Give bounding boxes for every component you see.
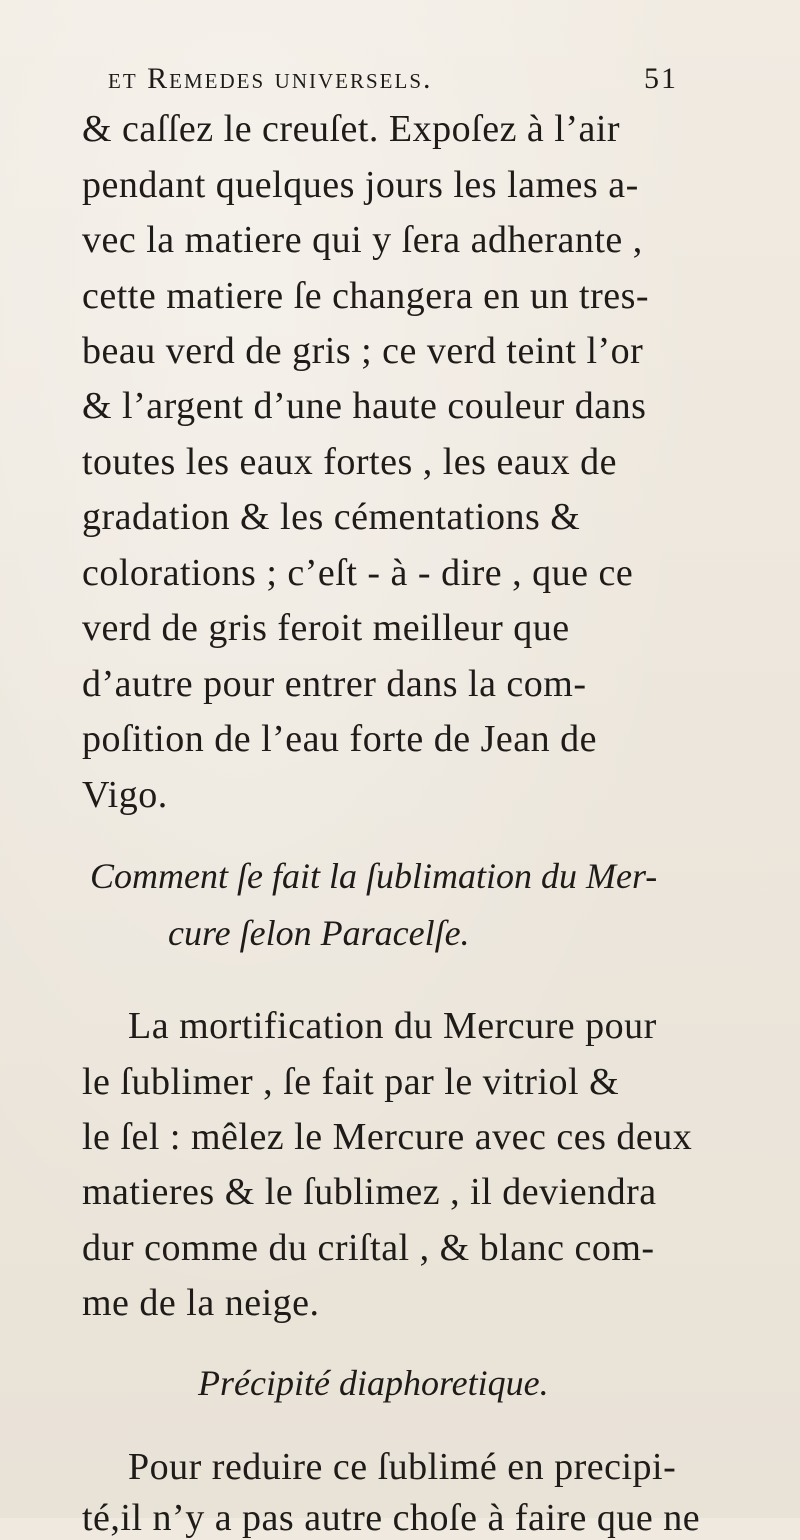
text-line: poſition de l’eau forte de Jean de	[82, 718, 598, 760]
text-line: toutes les eaux fortes , les eaux de	[82, 441, 618, 483]
section-heading: cure ſelon Paracelſe.	[168, 913, 470, 953]
text-line: le ſel : mêlez le Mercure avec ces deux	[82, 1116, 693, 1158]
text-line: le ſublimer , ſe fait par le vitriol &	[82, 1061, 620, 1103]
text-line: matieres & le ſublimez , il deviendra	[82, 1171, 657, 1213]
text-line: pendant quelques jours les lames a-	[82, 164, 639, 206]
text-line: Vigo.	[82, 774, 168, 816]
text-line: vec la matiere qui y ſera adherante ,	[82, 219, 643, 261]
text-line: gradation & les cémentations &	[82, 496, 581, 538]
text-line: Pour reduire ce ſublimé en precipi-	[128, 1446, 677, 1488]
text-line: té,il n’y a pas autre choſe à faire que ne	[82, 1497, 701, 1539]
text-line: dur comme du criſtal , & blanc com-	[82, 1227, 655, 1269]
text-line: d’autre pour entrer dans la com-	[82, 663, 587, 705]
page-header	[108, 62, 678, 102]
section-heading: Comment ſe fait la ſublimation du Mer-	[90, 856, 658, 896]
text-line: cette matiere ſe changera en un tres-	[82, 275, 650, 317]
text-line: & caſſez le creuſet. Expoſez à l’air	[82, 108, 621, 150]
running-title: et Remedes universels.	[108, 62, 433, 95]
page-number: 51	[644, 62, 678, 95]
text-line: verd de gris feroit meilleur que	[82, 607, 570, 649]
text-line: colorations ; c’eſt - à - dire , que ce	[82, 552, 634, 594]
text-line: me de la neige.	[82, 1282, 320, 1324]
text-line: & l’argent d’une haute couleur dans	[82, 385, 647, 427]
text-line: beau verd de gris ; ce verd teint l’or	[82, 330, 644, 372]
section-heading: Précipité diaphoretique.	[198, 1363, 549, 1403]
text-line: La mortification du Mercure pour	[128, 1005, 657, 1047]
